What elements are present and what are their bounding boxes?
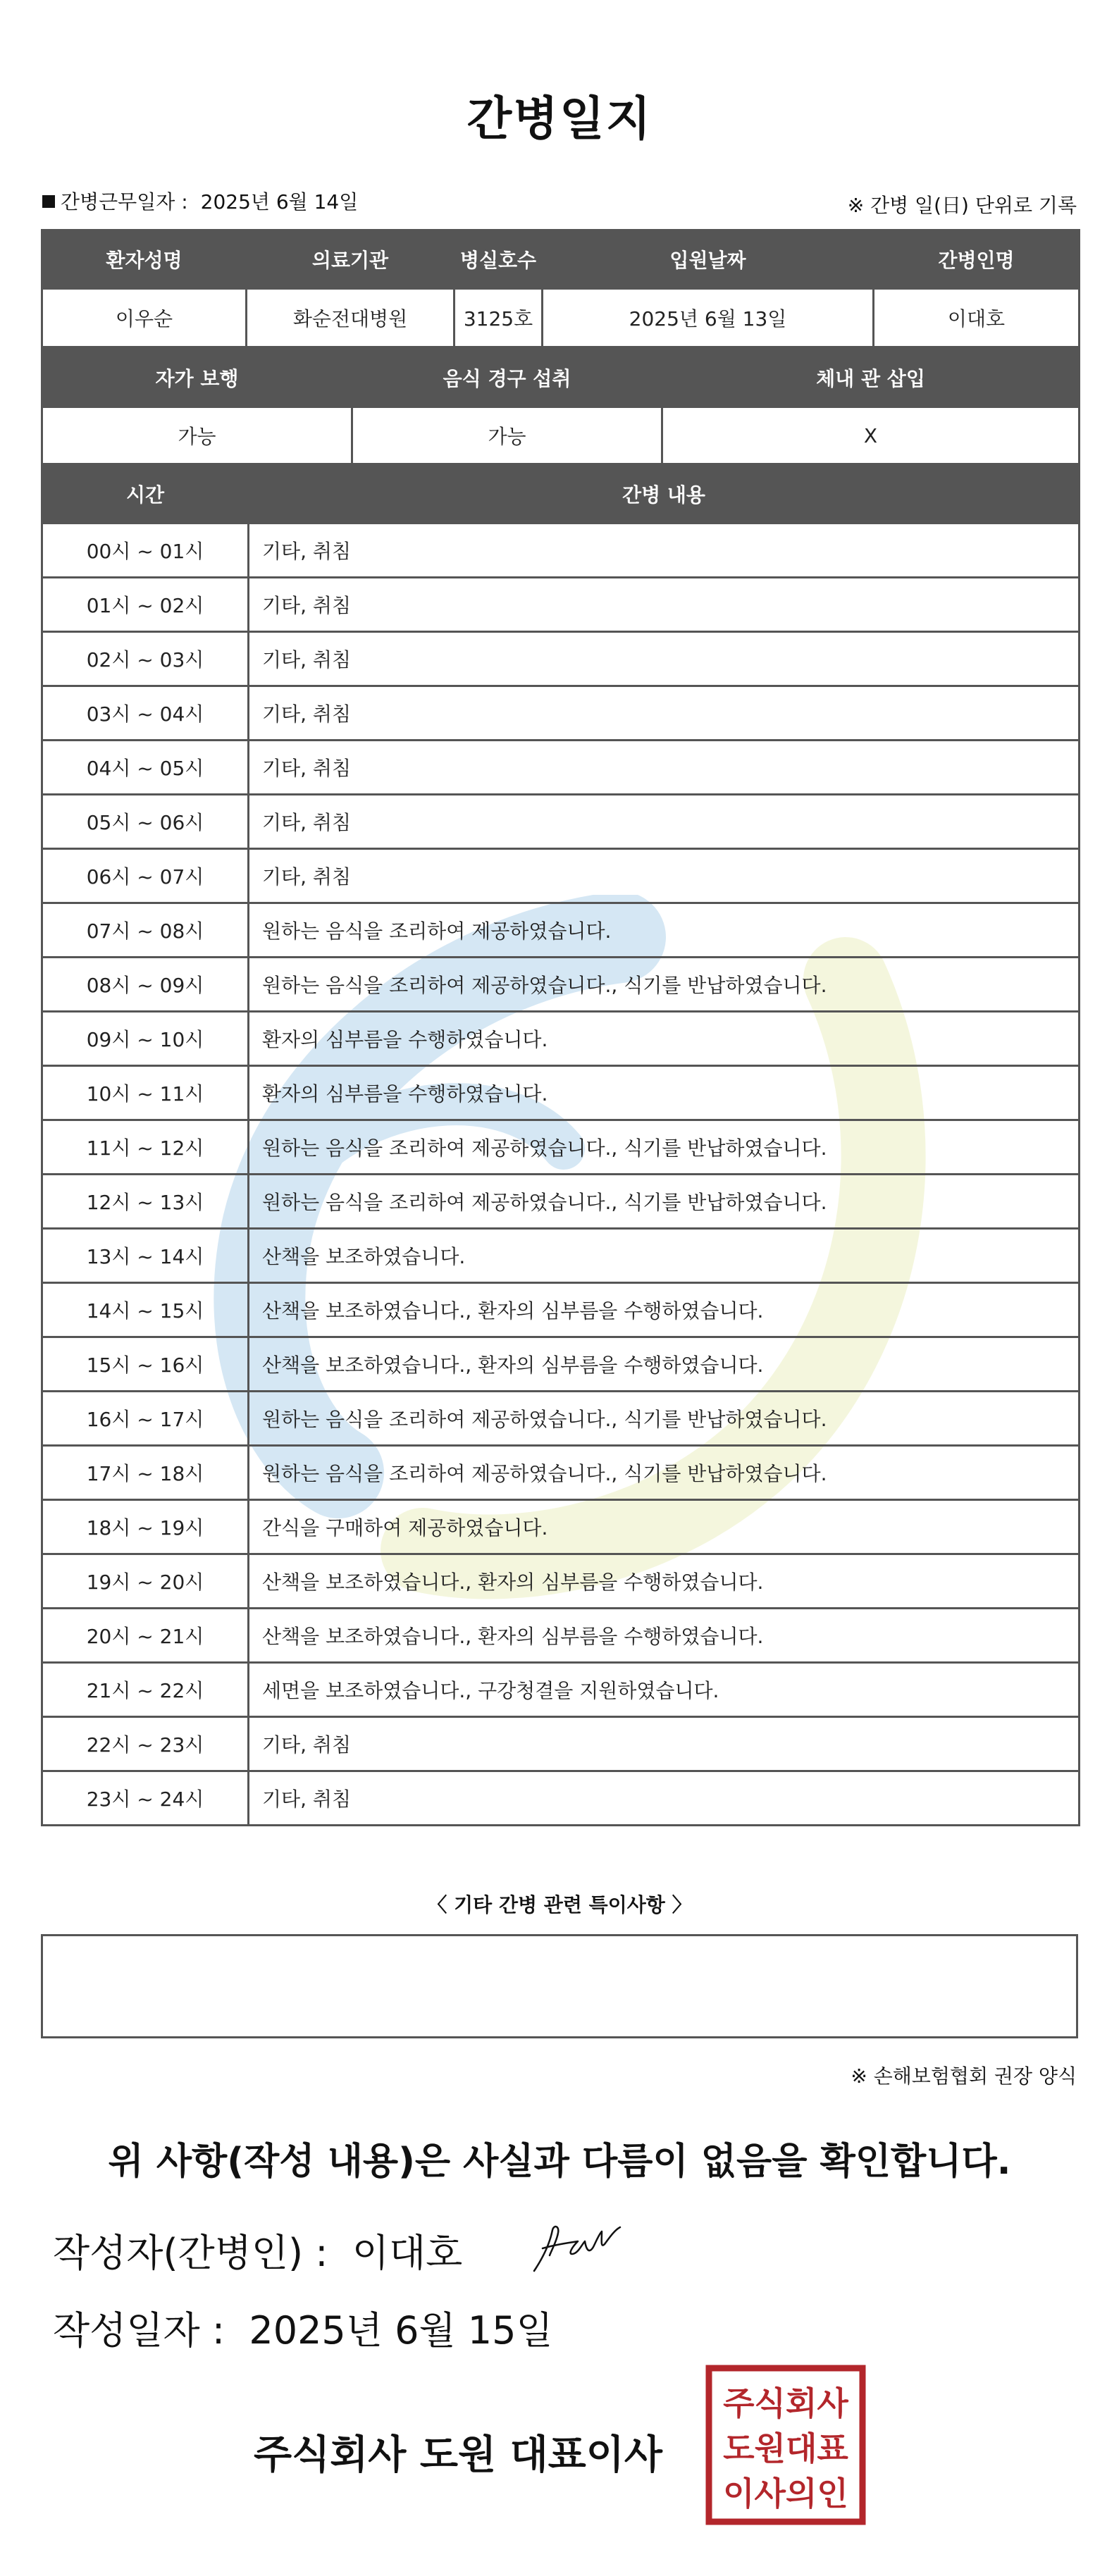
log-time: 18시 ~ 19시 bbox=[42, 1500, 249, 1554]
log-row bbox=[42, 1663, 1080, 1717]
admission-date: 2025년 6월 13일 bbox=[543, 289, 874, 347]
header-admission-date: 입원날짜 bbox=[543, 230, 874, 289]
log-time: 12시 ~ 13시 bbox=[42, 1175, 249, 1229]
handwritten-signature bbox=[528, 2223, 627, 2276]
confirmation-statement: 위 사항(작성 내용)은 사실과 다름이 없음을 확인합니다. bbox=[108, 2141, 1011, 2183]
patient-status-header-row bbox=[42, 349, 1080, 407]
log-row bbox=[42, 1446, 1080, 1500]
log-content: 기타, 취침 bbox=[249, 849, 1080, 903]
care-log-body bbox=[42, 524, 1080, 1826]
log-row bbox=[42, 1066, 1080, 1120]
log-content: 원하는 음식을 조리하여 제공하였습니다., 식기를 반납하였습니다. bbox=[249, 1175, 1080, 1229]
patient-status-table bbox=[41, 347, 1080, 465]
log-time: 14시 ~ 15시 bbox=[42, 1283, 249, 1337]
form-note: ※ 손해보험협회 권장 양식 bbox=[851, 2064, 1077, 2088]
log-row bbox=[42, 1012, 1080, 1066]
header-tube-insertion: 체내 관 삽입 bbox=[662, 349, 1080, 407]
patient-info-header-row bbox=[42, 230, 1080, 289]
header-care-content: 간병 내용 bbox=[249, 465, 1080, 524]
log-row bbox=[42, 578, 1080, 632]
log-row bbox=[42, 1609, 1080, 1663]
log-content: 기타, 취침 bbox=[249, 632, 1080, 686]
log-time: 00시 ~ 01시 bbox=[42, 524, 249, 578]
log-row bbox=[42, 1500, 1080, 1554]
seal-text-line: 이사의인 bbox=[723, 2475, 848, 2513]
log-time: 02시 ~ 03시 bbox=[42, 632, 249, 686]
notes-box bbox=[41, 1934, 1078, 2038]
log-time: 11시 ~ 12시 bbox=[42, 1120, 249, 1175]
log-row bbox=[42, 795, 1080, 849]
notes-title: 〈 기타 간병 관련 특이사항 〉 bbox=[427, 1893, 692, 1916]
log-time: 03시 ~ 04시 bbox=[42, 686, 249, 741]
log-content: 기타, 취침 bbox=[249, 1771, 1080, 1826]
log-row bbox=[42, 524, 1080, 578]
log-time: 05시 ~ 06시 bbox=[42, 795, 249, 849]
record-note: ※ 간병 일(日) 단위로 기록 bbox=[847, 194, 1077, 217]
log-row bbox=[42, 1337, 1080, 1392]
log-time: 20시 ~ 21시 bbox=[42, 1609, 249, 1663]
log-row bbox=[42, 1120, 1080, 1175]
care-log-table bbox=[41, 464, 1080, 1826]
header-self-walking: 자가 보행 bbox=[42, 349, 352, 407]
oral-intake-value: 가능 bbox=[352, 407, 662, 464]
log-row bbox=[42, 1283, 1080, 1337]
log-content: 기타, 취침 bbox=[249, 1717, 1080, 1771]
log-content: 원하는 음식을 조리하여 제공하였습니다., 식기를 반납하였습니다. bbox=[249, 1120, 1080, 1175]
log-row bbox=[42, 1554, 1080, 1609]
log-content: 산책을 보조하였습니다. bbox=[249, 1229, 1080, 1283]
log-content: 산책을 보조하였습니다., 환자의 심부름을 수행하였습니다. bbox=[249, 1283, 1080, 1337]
log-content: 산책을 보조하였습니다., 환자의 심부름을 수행하였습니다. bbox=[249, 1337, 1080, 1392]
patient-name: 이우순 bbox=[42, 289, 247, 347]
seal-text-line: 주식회사 bbox=[723, 2384, 848, 2422]
log-time: 01시 ~ 02시 bbox=[42, 578, 249, 632]
log-content: 환자의 심부름을 수행하였습니다. bbox=[249, 1012, 1080, 1066]
log-row bbox=[42, 632, 1080, 686]
log-row bbox=[42, 903, 1080, 958]
header-time: 시간 bbox=[42, 465, 249, 524]
log-row bbox=[42, 1392, 1080, 1446]
writer-name: 이대호 bbox=[352, 2231, 463, 2275]
patient-info-value-row bbox=[42, 289, 1080, 347]
log-content: 기타, 취침 bbox=[249, 578, 1080, 632]
log-content: 원하는 음식을 조리하여 제공하였습니다., 식기를 반납하였습니다. bbox=[249, 1392, 1080, 1446]
log-time: 09시 ~ 10시 bbox=[42, 1012, 249, 1066]
log-time: 21시 ~ 22시 bbox=[42, 1663, 249, 1717]
work-date-label: 간병근무일자 : bbox=[61, 190, 188, 213]
square-bullet-icon bbox=[42, 195, 55, 208]
written-date-value: 2025년 6월 15일 bbox=[249, 2308, 553, 2353]
work-date-value: 2025년 6월 14일 bbox=[200, 190, 359, 213]
log-time: 19시 ~ 20시 bbox=[42, 1554, 249, 1609]
written-date-line bbox=[53, 2301, 553, 2355]
log-content: 기타, 취침 bbox=[249, 741, 1080, 795]
company-representative: 주식회사 도원 대표이사 bbox=[254, 2432, 662, 2478]
log-row bbox=[42, 958, 1080, 1012]
header-hospital: 의료기관 bbox=[247, 230, 455, 289]
log-time: 17시 ~ 18시 bbox=[42, 1446, 249, 1500]
log-content: 원하는 음식을 조리하여 제공하였습니다. bbox=[249, 903, 1080, 958]
patient-status-value-row bbox=[42, 407, 1080, 464]
log-time: 06시 ~ 07시 bbox=[42, 849, 249, 903]
header-room-number: 병실호수 bbox=[455, 230, 543, 289]
log-content: 기타, 취침 bbox=[249, 686, 1080, 741]
caregiver-name: 이대호 bbox=[874, 289, 1080, 347]
log-content: 원하는 음식을 조리하여 제공하였습니다., 식기를 반납하였습니다. bbox=[249, 958, 1080, 1012]
log-time: 08시 ~ 09시 bbox=[42, 958, 249, 1012]
log-row bbox=[42, 1175, 1080, 1229]
log-content: 산책을 보조하였습니다., 환자의 심부름을 수행하였습니다. bbox=[249, 1554, 1080, 1609]
header-oral-intake: 음식 경구 섭취 bbox=[352, 349, 662, 407]
log-content: 간식을 구매하여 제공하였습니다. bbox=[249, 1500, 1080, 1554]
log-row bbox=[42, 1229, 1080, 1283]
log-time: 04시 ~ 05시 bbox=[42, 741, 249, 795]
writer-label: 작성자(간병인) : bbox=[53, 2231, 328, 2275]
log-content: 기타, 취침 bbox=[249, 795, 1080, 849]
log-time: 07시 ~ 08시 bbox=[42, 903, 249, 958]
log-row bbox=[42, 1717, 1080, 1771]
work-date-row bbox=[42, 187, 358, 215]
company-seal bbox=[705, 2364, 867, 2526]
seal-text-line: 도원대표 bbox=[723, 2429, 848, 2467]
log-content: 환자의 심부름을 수행하였습니다. bbox=[249, 1066, 1080, 1120]
self-walking-value: 가능 bbox=[42, 407, 352, 464]
written-date-label: 작성일자 : bbox=[53, 2308, 225, 2353]
log-row bbox=[42, 741, 1080, 795]
log-row bbox=[42, 686, 1080, 741]
log-time: 22시 ~ 23시 bbox=[42, 1717, 249, 1771]
log-row bbox=[42, 1771, 1080, 1826]
page-title: 간병일지 bbox=[466, 92, 653, 146]
patient-info-table bbox=[41, 229, 1080, 348]
log-time: 23시 ~ 24시 bbox=[42, 1771, 249, 1826]
log-time: 13시 ~ 14시 bbox=[42, 1229, 249, 1283]
header-caregiver-name: 간병인명 bbox=[874, 230, 1080, 289]
log-content: 기타, 취침 bbox=[249, 524, 1080, 578]
care-log-header-row bbox=[42, 465, 1080, 524]
room-number: 3125호 bbox=[455, 289, 543, 347]
header-patient-name: 환자성명 bbox=[42, 230, 247, 289]
log-time: 15시 ~ 16시 bbox=[42, 1337, 249, 1392]
log-time: 16시 ~ 17시 bbox=[42, 1392, 249, 1446]
log-content: 산책을 보조하였습니다., 환자의 심부름을 수행하였습니다. bbox=[249, 1609, 1080, 1663]
writer-line bbox=[53, 2223, 462, 2277]
log-time: 10시 ~ 11시 bbox=[42, 1066, 249, 1120]
log-content: 원하는 음식을 조리하여 제공하였습니다., 식기를 반납하였습니다. bbox=[249, 1446, 1080, 1500]
log-row bbox=[42, 849, 1080, 903]
tube-insertion-value: X bbox=[662, 407, 1080, 464]
hospital-name: 화순전대병원 bbox=[247, 289, 455, 347]
log-content: 세면을 보조하였습니다., 구강청결을 지원하였습니다. bbox=[249, 1663, 1080, 1717]
